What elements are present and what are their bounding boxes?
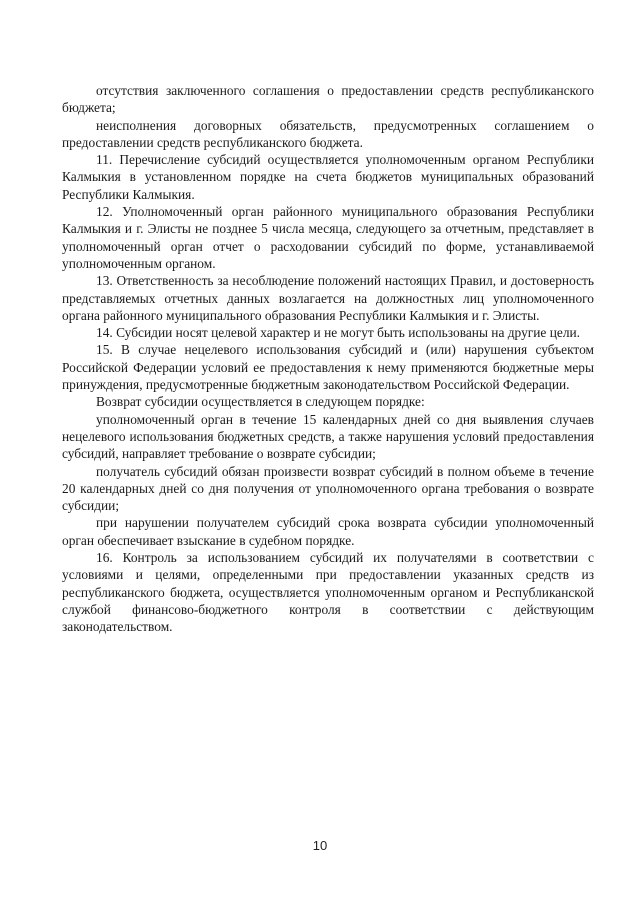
paragraph-court-recovery: при нарушении получателем субсидий срока возврата субсидии уполномоченный орган обеспечивает взыскание в судебном порядке.	[62, 515, 594, 548]
document-body	[62, 82, 594, 636]
page-number: 10	[312, 838, 328, 853]
paragraph-return-procedure: Возврат субсидии осуществляется в следующем порядке:	[96, 394, 425, 410]
paragraph-contract-nonfulfillment: неисполнения договорных обязательств, предусмотренных соглашением о предоставлении средств республиканского бюджета.	[62, 117, 594, 150]
paragraph-return-demand: уполномоченный орган в течение 15 календарных дней со дня выявления случаев нецелевого использования бюджетных средств, а также нарушения условий предоставления субсидий, направляет требование о возврате субсидии;	[62, 411, 594, 462]
paragraph-12-reporting: 12. Уполномоченный орган районного муниципального образования Республики Калмыкия и г. Элисты не позднее 5 числа месяца, следующего за отчетным, представляет в уполномоченный орган отчет о расходовании субсидий по форме, устанавливаемой уполномоченным органом.	[62, 204, 594, 271]
paragraph-13-responsibility: 13. Ответственность за несоблюдение положений настоящих Правил, и достоверность представляемых отчетных данных возлагается на должностных лиц уполномоченного органа районного муниципального образования Республики Калмыкия и г. Элисты.	[62, 273, 594, 323]
paragraph-14-targeted-use: 14. Субсидии носят целевой характер и не могут быть использованы на другие цели.	[96, 325, 581, 341]
paragraph-15-misuse: 15. В случае нецелевого использования субсидий и (или) нарушения субъектом Российской Федерации условий ее предоставления к нему применяются бюджетные меры принуждения, предусмотренные бюджетным законодательством Российской Федерации.	[62, 342, 594, 393]
paragraph-return-deadline: получатель субсидий обязан произвести возврат субсидий в полном объеме в течение 20 календарных дней со дня получения от уполномоченного органа требования о возврате субсидии;	[62, 463, 594, 514]
paragraph-11-subsidy-transfer: 11. Перечисление субсидий осуществляется уполномоченным органом Республики Калмыкия в установленном порядке на счета бюджетов муниципальных образований Республики Калмыкия.	[62, 152, 594, 202]
paragraph-missing-agreement: отсутствия заключенного соглашения о предоставлении средств республиканского бюджета;	[62, 83, 594, 116]
paragraph-16-control: 16. Контроль за использованием субсидий их получателями в соответствии с условиями и целями, определенными при предоставлении указанных средств из республиканского бюджета, осуществляется уполномоченным органом и Республиканской службой финансово-бюджетного контроля в соответствии с действующим законодательством.	[62, 550, 594, 635]
